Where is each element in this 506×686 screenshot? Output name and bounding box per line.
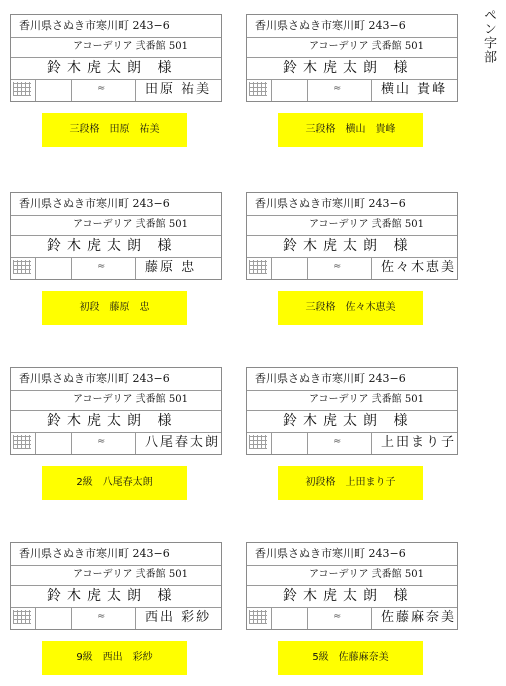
address-line: 香川県さぬき市寒川町 243−6 bbox=[247, 368, 457, 391]
wave-mark-icon: ≈ bbox=[97, 83, 106, 94]
sender-row bbox=[11, 607, 221, 629]
address-card bbox=[246, 367, 458, 455]
divider bbox=[371, 257, 372, 279]
address-line: 香川県さぬき市寒川町 243−6 bbox=[11, 15, 221, 38]
divider bbox=[307, 257, 308, 279]
divider bbox=[271, 257, 272, 279]
sender-signature: 上田まり子 bbox=[381, 435, 457, 450]
entry-card bbox=[10, 367, 222, 500]
divider bbox=[271, 79, 272, 101]
sender-signature: 八尾春太朗 bbox=[145, 435, 221, 450]
sender-row bbox=[11, 79, 221, 101]
entry-card bbox=[10, 542, 222, 675]
building-line: アコーデリア 弐番館 501 bbox=[247, 565, 457, 586]
recipient-line: 鈴木虎太朗 様 bbox=[247, 410, 457, 433]
divider bbox=[35, 432, 36, 454]
wave-mark-icon: ≈ bbox=[97, 261, 106, 272]
divider bbox=[135, 607, 136, 629]
divider bbox=[271, 607, 272, 629]
sender-row bbox=[247, 257, 457, 279]
building-line: アコーデリア 弐番館 501 bbox=[11, 215, 221, 236]
postal-grid-icon bbox=[13, 435, 31, 449]
wave-mark-icon: ≈ bbox=[333, 261, 342, 272]
entry-card bbox=[10, 14, 222, 147]
address-card bbox=[246, 542, 458, 630]
grade-label: 三段格 佐々木恵美 bbox=[278, 291, 423, 325]
sender-row bbox=[247, 432, 457, 454]
recipient-line: 鈴木虎太朗 様 bbox=[11, 585, 221, 608]
wave-mark-icon: ≈ bbox=[97, 436, 106, 447]
divider bbox=[307, 79, 308, 101]
entry-card bbox=[246, 367, 458, 500]
sender-row bbox=[11, 257, 221, 279]
divider bbox=[371, 607, 372, 629]
grade-label: 5級 佐藤麻奈美 bbox=[278, 641, 423, 675]
divider bbox=[371, 79, 372, 101]
divider bbox=[71, 607, 72, 629]
recipient-line: 鈴木虎太朗 様 bbox=[11, 410, 221, 433]
grade-label: 三段格 田原 祐美 bbox=[42, 113, 187, 147]
address-line: 香川県さぬき市寒川町 243−6 bbox=[247, 15, 457, 38]
entry-card bbox=[10, 192, 222, 325]
postal-grid-icon bbox=[13, 260, 31, 274]
postal-grid-icon bbox=[249, 260, 267, 274]
postal-grid-icon bbox=[13, 610, 31, 624]
divider bbox=[71, 432, 72, 454]
address-card bbox=[10, 14, 222, 102]
grade-label: 初段格 上田まり子 bbox=[278, 466, 423, 500]
sender-signature: 藤原 忠 bbox=[145, 260, 197, 275]
wave-mark-icon: ≈ bbox=[333, 436, 342, 447]
building-line: アコーデリア 弐番館 501 bbox=[247, 37, 457, 58]
sender-row bbox=[247, 79, 457, 101]
address-line: 香川県さぬき市寒川町 243−6 bbox=[11, 543, 221, 566]
wave-mark-icon: ≈ bbox=[97, 611, 106, 622]
sender-row bbox=[247, 607, 457, 629]
grade-label: 2級 八尾春太朗 bbox=[42, 466, 187, 500]
sender-signature: 佐々木恵美 bbox=[381, 260, 457, 275]
recipient-line: 鈴木虎太朗 様 bbox=[11, 235, 221, 258]
divider bbox=[71, 257, 72, 279]
entry-card bbox=[246, 14, 458, 147]
recipient-line: 鈴木虎太朗 様 bbox=[247, 585, 457, 608]
address-card bbox=[10, 542, 222, 630]
building-line: アコーデリア 弐番館 501 bbox=[11, 390, 221, 411]
building-line: アコーデリア 弐番館 501 bbox=[11, 565, 221, 586]
building-line: アコーデリア 弐番館 501 bbox=[11, 37, 221, 58]
sender-row bbox=[11, 432, 221, 454]
grade-label: 三段格 横山 貴峰 bbox=[278, 113, 423, 147]
sender-signature: 西出 彩紗 bbox=[145, 610, 212, 625]
divider bbox=[135, 257, 136, 279]
divider bbox=[371, 432, 372, 454]
page-title: ペン字部 bbox=[481, 8, 496, 64]
sender-signature: 横山 貴峰 bbox=[381, 82, 448, 97]
address-card bbox=[10, 192, 222, 280]
divider bbox=[307, 432, 308, 454]
address-card bbox=[10, 367, 222, 455]
divider bbox=[35, 257, 36, 279]
entry-card bbox=[246, 542, 458, 675]
divider bbox=[307, 607, 308, 629]
address-line: 香川県さぬき市寒川町 243−6 bbox=[247, 543, 457, 566]
sender-signature: 田原 祐美 bbox=[145, 82, 212, 97]
grade-label: 9級 西出 彩紗 bbox=[42, 641, 187, 675]
divider bbox=[271, 432, 272, 454]
postal-grid-icon bbox=[249, 435, 267, 449]
wave-mark-icon: ≈ bbox=[333, 611, 342, 622]
address-card bbox=[246, 14, 458, 102]
address-line: 香川県さぬき市寒川町 243−6 bbox=[11, 368, 221, 391]
postal-grid-icon bbox=[13, 82, 31, 96]
divider bbox=[35, 79, 36, 101]
address-line: 香川県さぬき市寒川町 243−6 bbox=[11, 193, 221, 216]
recipient-line: 鈴木虎太朗 様 bbox=[247, 57, 457, 80]
entry-card bbox=[246, 192, 458, 325]
address-card bbox=[246, 192, 458, 280]
recipient-line: 鈴木虎太朗 様 bbox=[247, 235, 457, 258]
divider bbox=[35, 607, 36, 629]
recipient-line: 鈴木虎太朗 様 bbox=[11, 57, 221, 80]
building-line: アコーデリア 弐番館 501 bbox=[247, 390, 457, 411]
sender-signature: 佐藤麻奈美 bbox=[381, 610, 457, 625]
postal-grid-icon bbox=[249, 82, 267, 96]
postal-grid-icon bbox=[249, 610, 267, 624]
building-line: アコーデリア 弐番館 501 bbox=[247, 215, 457, 236]
address-line: 香川県さぬき市寒川町 243−6 bbox=[247, 193, 457, 216]
divider bbox=[135, 432, 136, 454]
divider bbox=[71, 79, 72, 101]
grade-label: 初段 藤原 忠 bbox=[42, 291, 187, 325]
wave-mark-icon: ≈ bbox=[333, 83, 342, 94]
divider bbox=[135, 79, 136, 101]
